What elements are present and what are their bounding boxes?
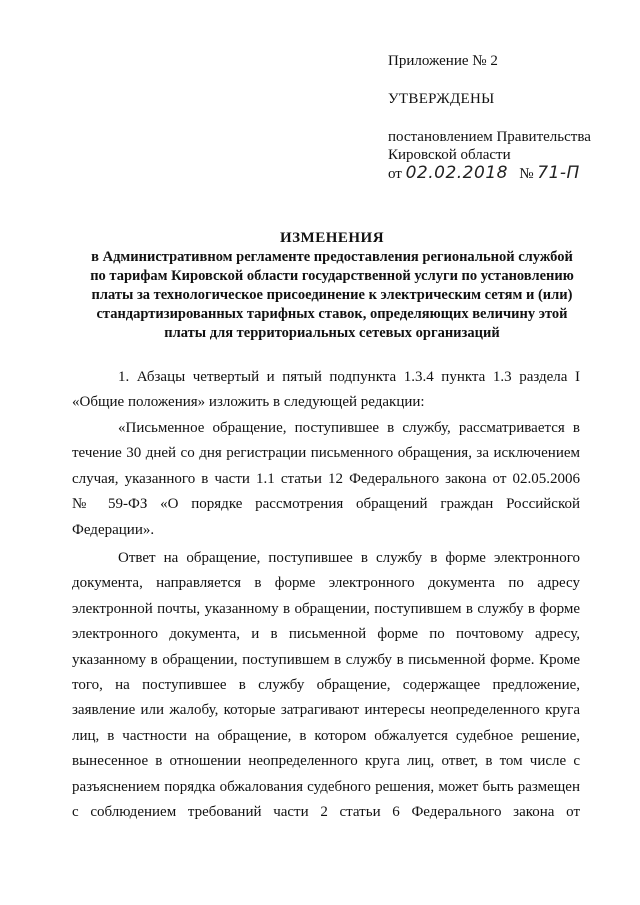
paragraph-line: Федерации». (72, 521, 155, 538)
approved-label: УТВЕРЖДЕНЫ (388, 91, 495, 107)
paragraph-line: «Общие положения» изложить в следующей редакции: (72, 394, 425, 411)
number-prefix: № (519, 166, 534, 182)
title-line: по тарифам Кировской области государственной услуги по установлению (90, 268, 574, 284)
document-title (72, 229, 592, 343)
decree-reference (388, 128, 638, 182)
paragraph-line: Ответ на обращение, поступившее в службу в форме электронного (118, 550, 580, 566)
handwritten-date: 02.02.2018 (405, 163, 508, 183)
title-line: платы для территориальных сетевых организаций (164, 325, 500, 341)
paragraph-line: течение 30 дней со дня регистрации письменного обращения, за исключением (72, 445, 580, 462)
paragraph-3 (72, 546, 580, 825)
title-heading: ИЗМЕНЕНИЯ (279, 230, 385, 246)
paragraph-line: «Письменное обращение, поступившее в службу, рассматривается в (118, 420, 580, 436)
paragraph-1 (72, 365, 580, 416)
paragraph-line: лиц, в частности на обращение, в котором обжалуется судебное решение, (72, 727, 580, 744)
paragraph-line: с соблюдением требований части 2 статьи 6 Федерального закона от (72, 803, 580, 820)
paragraph-line: № 59-ФЗ «О порядке рассмотрения обращений граждан Российской (72, 496, 580, 513)
paragraph-line: случая, указанного в части 1.1 статьи 12 Федерального закона от 02.05.2006 (72, 470, 580, 487)
paragraph-line: 1. Абзацы четвертый и пятый подпункта 1.3.4 пункта 1.3 раздела I (118, 369, 580, 385)
paragraph-line: указанному в обращении, поступившем в службу в письменной форме. Кроме (72, 651, 580, 668)
appendix-number: Приложение № 2 (388, 53, 498, 69)
paragraph-line: электронной почты, указанному в обращении, поступившем в службу в форме (72, 600, 580, 617)
paragraph-line: электронного документа, и в письменной форме по почтовому адресу, (72, 626, 580, 643)
title-line: платы за технологическое присоединение к электрическим сетям и (или) (91, 287, 573, 303)
decree-line-1: постановлением Правительства (388, 129, 591, 145)
paragraph-line: документа, направляется в форме электронного документа по адресу (72, 575, 580, 592)
handwritten-number: 71-П (537, 163, 580, 183)
paragraph-line: вынесенное в отношении неопределенного круга лиц, ответ, в том числе с (72, 753, 580, 770)
paragraph-2 (72, 416, 580, 543)
title-line: стандартизированных тарифных ставок, определяющих величину этой (96, 306, 568, 322)
paragraph-line: того, на поступившее в службу обращение, содержащее предложение, (72, 676, 580, 693)
decree-date-line (388, 164, 638, 182)
paragraph-line: разъяснением порядка обжалования судебного решения, может быть размещен (72, 778, 580, 795)
date-prefix: от (388, 166, 402, 182)
title-line: в Административном регламенте предоставления региональной службой (91, 249, 573, 265)
decree-line-2: Кировской области (388, 147, 511, 163)
paragraph-line: заявление или жалобу, которые затрагивают интересы неопределенного круга (72, 702, 580, 719)
